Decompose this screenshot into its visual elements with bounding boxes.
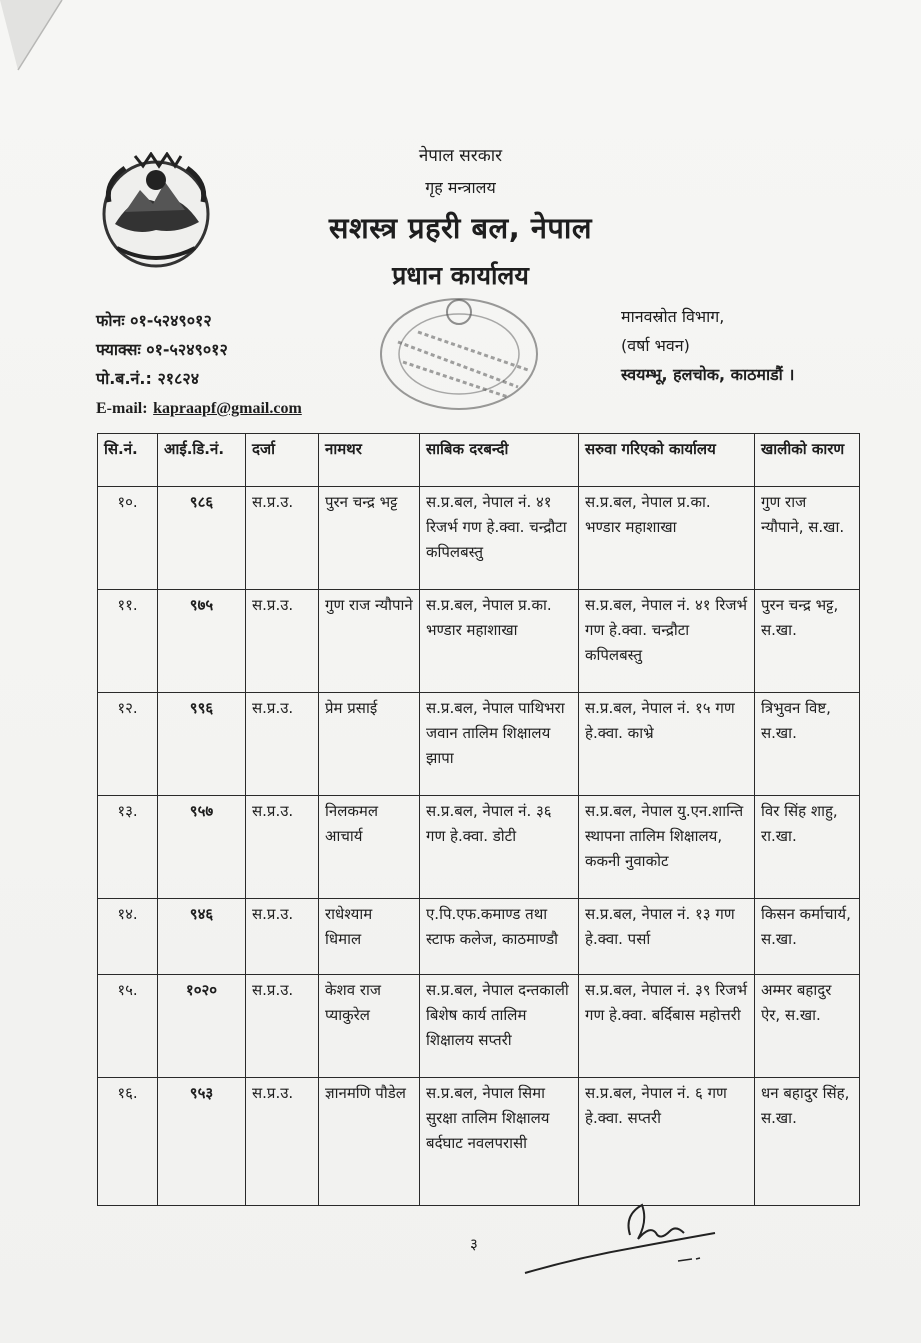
id-cell: ९७५ bbox=[158, 590, 246, 693]
previous-post-cell: स.प्र.बल, नेपाल पाथिभरा जवान तालिम शिक्षालय झापा bbox=[420, 693, 579, 796]
contact-left-block bbox=[96, 306, 302, 423]
email-address[interactable]: kapraapf@gmail.com bbox=[153, 400, 302, 417]
serial-cell: १३. bbox=[98, 796, 158, 899]
serial-cell: १२. bbox=[98, 693, 158, 796]
email-line bbox=[96, 393, 302, 423]
previous-post-cell: ए.पि.एफ.कमाण्ड तथा स्टाफ कलेज, काठमाण्डौ bbox=[420, 899, 579, 975]
column-header: नामथर bbox=[319, 434, 420, 487]
name-cell: गुण राज न्यौपाने bbox=[319, 590, 420, 693]
serial-cell: १६. bbox=[98, 1078, 158, 1206]
vacancy-reason-cell: त्रिभुवन विष्ट, स.खा. bbox=[755, 693, 860, 796]
name-cell: राधेश्याम धिमाल bbox=[319, 899, 420, 975]
table-row bbox=[98, 975, 860, 1078]
serial-cell: १५. bbox=[98, 975, 158, 1078]
table-row bbox=[98, 796, 860, 899]
id-cell: १०२० bbox=[158, 975, 246, 1078]
previous-post-cell: स.प्र.बल, नेपाल नं. ४१ रिजर्भ गण हे.क्वा. चन्द्रौटा कपिलबस्तु bbox=[420, 487, 579, 590]
rank-cell: स.प्र.उ. bbox=[246, 796, 319, 899]
id-cell: ९५३ bbox=[158, 1078, 246, 1206]
name-cell: ज्ञानमणि पौडेल bbox=[319, 1078, 420, 1206]
vacancy-reason-cell: अम्मर बहादुर ऐर, स.खा. bbox=[755, 975, 860, 1078]
previous-post-cell: स.प्र.बल, नेपाल सिमा सुरक्षा तालिम शिक्षालय बर्दघाट नवलपरासी bbox=[420, 1078, 579, 1206]
id-cell: ९९६ bbox=[158, 693, 246, 796]
table-row bbox=[98, 899, 860, 975]
serial-cell: ११. bbox=[98, 590, 158, 693]
table-row bbox=[98, 590, 860, 693]
rank-cell: स.प्र.उ. bbox=[246, 487, 319, 590]
transferred-office-cell: स.प्र.बल, नेपाल नं. ४१ रिजर्भ गण हे.क्वा. चन्द्रौटा कपिलबस्तु bbox=[579, 590, 755, 693]
transfer-table bbox=[97, 433, 860, 1206]
po-box: पो.ब.नं.: २१८२४ bbox=[96, 369, 200, 388]
column-header: दर्जा bbox=[246, 434, 319, 487]
transferred-office-cell: स.प्र.बल, नेपाल नं. ३९ रिजर्भ गण हे.क्वा. बर्दिबास महोत्तरी bbox=[579, 975, 755, 1078]
signature bbox=[520, 1195, 730, 1285]
name-cell: केशव राज प्याकुरेल bbox=[319, 975, 420, 1078]
id-cell: ९८६ bbox=[158, 487, 246, 590]
page-number: ३ bbox=[470, 1235, 478, 1253]
transferred-office-cell: स.प्र.बल, नेपाल नं. १३ गण हे.क्वा. पर्सा bbox=[579, 899, 755, 975]
serial-cell: १४. bbox=[98, 899, 158, 975]
vacancy-reason-cell: पुरन चन्द्र भट्ट, स.खा. bbox=[755, 590, 860, 693]
table-header-row bbox=[98, 434, 860, 487]
vacancy-reason-cell: धन बहादुर सिंह, स.खा. bbox=[755, 1078, 860, 1206]
rank-cell: स.प्र.उ. bbox=[246, 590, 319, 693]
transferred-office-cell: स.प्र.बल, नेपाल प्र.का. भण्डार महाशाखा bbox=[579, 487, 755, 590]
table-row bbox=[98, 1078, 860, 1206]
government-heading: नेपाल सरकार bbox=[418, 146, 503, 166]
previous-post-cell: स.प्र.बल, नेपाल दन्तकाली बिशेष कार्य तालिम शिक्षालय सप्तरी bbox=[420, 975, 579, 1078]
previous-post-cell: स.प्र.बल, नेपाल नं. ३६ गण हे.क्वा. डोटी bbox=[420, 796, 579, 899]
rank-cell: स.प्र.उ. bbox=[246, 899, 319, 975]
vacancy-reason-cell: विर सिंह शाहु, रा.खा. bbox=[755, 796, 860, 899]
previous-post-cell: स.प्र.बल, नेपाल प्र.का. भण्डार महाशाखा bbox=[420, 590, 579, 693]
table-row bbox=[98, 693, 860, 796]
serial-cell: १०. bbox=[98, 487, 158, 590]
name-cell: निलकमल आचार्य bbox=[319, 796, 420, 899]
contact-right-block bbox=[621, 302, 794, 389]
page-fold-mark bbox=[0, 0, 70, 90]
building-name: (वर्षा भवन) bbox=[621, 336, 690, 355]
ministry-heading: गृह मन्त्रालय bbox=[425, 178, 496, 197]
transferred-office-cell: स.प्र.बल, नेपाल नं. ६ गण हे.क्वा. सप्तरी bbox=[579, 1078, 755, 1206]
id-cell: ९५७ bbox=[158, 796, 246, 899]
rank-cell: स.प्र.उ. bbox=[246, 1078, 319, 1206]
transferred-office-cell: स.प्र.बल, नेपाल यु.एन.शान्ति स्थापना तालिम शिक्षालय, ककनी नुवाकोट bbox=[579, 796, 755, 899]
email-label: E-mail: bbox=[96, 400, 148, 417]
office-stamp bbox=[368, 292, 550, 417]
column-header: खालीको कारण bbox=[755, 434, 860, 487]
rank-cell: स.प्र.उ. bbox=[246, 693, 319, 796]
phone-number: फोनः ०१-५२४९०१२ bbox=[96, 311, 212, 330]
fax-number: फ्याक्सः ०१-५२४९०१२ bbox=[96, 340, 228, 359]
column-header: सि.नं. bbox=[98, 434, 158, 487]
transferred-office-cell: स.प्र.बल, नेपाल नं. १५ गण हे.क्वा. काभ्रे bbox=[579, 693, 755, 796]
column-header: साबिक दरबन्दी bbox=[420, 434, 579, 487]
vacancy-reason-cell: गुण राज न्यौपाने, स.खा. bbox=[755, 487, 860, 590]
name-cell: पुरन चन्द्र भट्ट bbox=[319, 487, 420, 590]
office-address: स्वयम्भू, हलचोक, काठमाडौं । bbox=[621, 365, 795, 384]
column-header: आई.डि.नं. bbox=[158, 434, 246, 487]
organization-heading: सशस्त्र प्रहरी बल, नेपाल bbox=[328, 211, 593, 245]
department-name: मानवस्रोत विभाग, bbox=[621, 307, 725, 326]
office-heading: प्रधान कार्यालय bbox=[392, 261, 529, 290]
vacancy-reason-cell: किसन कर्माचार्य, स.खा. bbox=[755, 899, 860, 975]
rank-cell: स.प्र.उ. bbox=[246, 975, 319, 1078]
id-cell: ९४६ bbox=[158, 899, 246, 975]
column-header: सरुवा गरिएको कार्यालय bbox=[579, 434, 755, 487]
table-row bbox=[98, 487, 860, 590]
name-cell: प्रेम प्रसाई bbox=[319, 693, 420, 796]
